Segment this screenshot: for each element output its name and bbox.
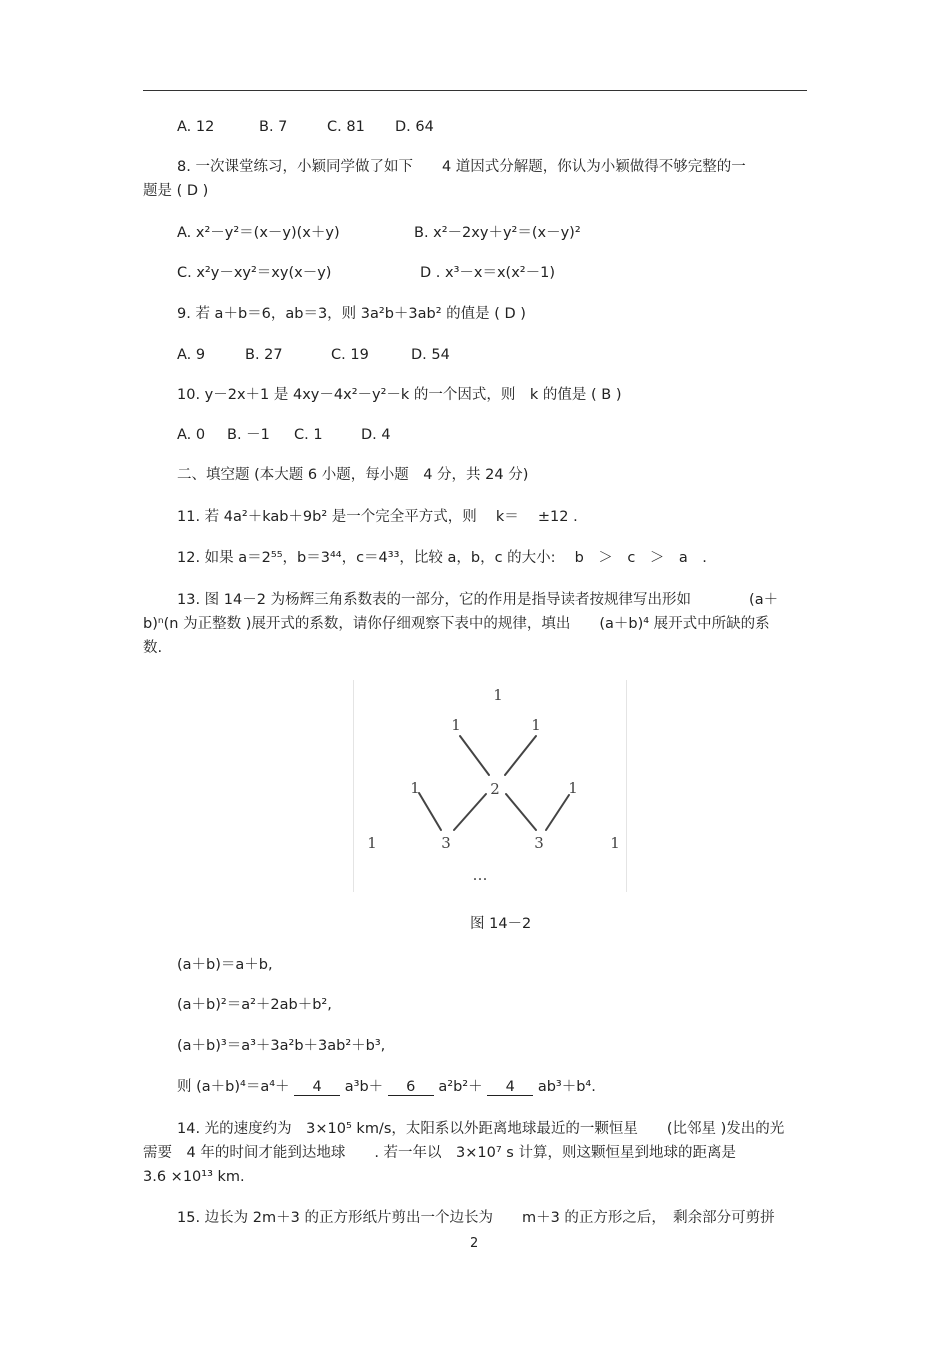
q9-option-b: B. 27 xyxy=(245,347,283,363)
q11: 11. 若 4a²＋kab＋9b² 是一个完全平方式，则 k＝ ±12 . xyxy=(177,509,578,525)
q13-answer-mid2: a²b²＋ xyxy=(438,1079,483,1095)
q8-option-b: B. x²－2xy＋y²＝(x－y)² xyxy=(414,225,581,241)
q13-answer-blank3: 4 xyxy=(487,1079,533,1096)
q9-option-c: C. 19 xyxy=(331,347,369,363)
q8-option-c: C. x²y－xy²＝xy(x－y) xyxy=(177,265,332,281)
header-rule xyxy=(143,90,807,91)
q9-options xyxy=(177,345,450,365)
q8-stem-line1: 8. 一次课堂练习，小颖同学做了如下 4 道因式分解题，你认为小颖做得不够完整的一 xyxy=(177,159,746,175)
q15: 15. 边长为 2m＋3 的正方形纸片剪出一个边长为 m＋3 的正方形之后， 剩余部分可剪拼 xyxy=(177,1210,775,1226)
q10-option-c: C. 1 xyxy=(294,427,323,443)
triangle-row1-num1: 1 xyxy=(493,686,503,704)
q7-options xyxy=(177,117,434,137)
q9-option-a: A. 9 xyxy=(177,347,206,363)
triangle-row3-num3: 1 xyxy=(568,779,578,797)
triangle-row2-num2: 1 xyxy=(531,716,541,734)
section-heading: 二、填空题 (本大题 6 小题，每小题 4 分，共 24 分) xyxy=(177,467,529,483)
q8-option-a: A. x²－y²＝(x－y)(x＋y) xyxy=(177,225,340,241)
q13-answer-prefix: 则 (a＋b)⁴＝a⁴＋ xyxy=(177,1079,290,1095)
triangle-row4-num1: 1 xyxy=(367,834,377,852)
q13-answer-blank2: 6 xyxy=(388,1079,434,1096)
expansion-3: (a＋b)³＝a³＋3a²b＋3ab²＋b³, xyxy=(177,1038,386,1054)
q13-line2: b)ⁿ(n 为正整数 )展开式的系数，请你仔细观察下表中的规律，填出 (a＋b)⁴ 展开式中所缺的系 xyxy=(143,616,770,632)
page-number: 2 xyxy=(470,1236,479,1251)
q10-option-d: D. 4 xyxy=(361,427,391,443)
q8-stem-line2: 题是 ( D ) xyxy=(143,183,209,199)
triangle-row3-num2: 2 xyxy=(490,780,500,798)
triangle-row4-num2: 3 xyxy=(441,834,451,852)
q9-option-d: D. 54 xyxy=(411,347,450,363)
q7-option-a: A. 12 xyxy=(177,119,215,135)
triangle-row4-num4: 1 xyxy=(610,834,620,852)
triangle-ellipsis: … xyxy=(472,866,488,884)
q13-answer-blank1: 4 xyxy=(294,1079,340,1096)
q13-answer-suffix: ab³＋b⁴. xyxy=(537,1079,596,1095)
q7-option-d: D. 64 xyxy=(395,119,434,135)
q10-option-b: B. －1 xyxy=(227,427,270,443)
triangle-row2-num1: 1 xyxy=(451,716,461,734)
q14-line3: 3.6 ×10¹³ km. xyxy=(143,1169,245,1185)
q10-option-a: A. 0 xyxy=(177,427,206,443)
q14-line2: 需要 4 年的时间才能到达地球 . 若一年以 3×10⁷ s 计算，则这颗恒星到地球的距离是 xyxy=(143,1145,736,1161)
q8-option-d: D . x³－x＝x(x²－1) xyxy=(420,265,555,281)
pascal-triangle-figure xyxy=(353,680,627,892)
q9-stem: 9. 若 a＋b＝6，ab＝3，则 3a²b＋3ab² 的值是 ( D ) xyxy=(177,306,526,322)
expansion-2: (a＋b)²＝a²＋2ab＋b², xyxy=(177,997,332,1013)
q13-line1: 13. 图 14－2 为杨辉三角系数表的一部分，它的作用是指导读者按规律写出形如 (a＋ xyxy=(177,592,779,608)
figure-caption: 图 14－2 xyxy=(470,916,532,932)
q7-option-b: B. 7 xyxy=(259,119,288,135)
q14-line1: 14. 光的速度约为 3×10⁵ km/s，太阳系以外距离地球最近的一颗恒星 (比邻星 )发出的光 xyxy=(177,1121,785,1137)
q13-answer-mid1: a³b＋ xyxy=(344,1079,384,1095)
q13-line3: 数. xyxy=(143,640,163,656)
q7-option-c: C. 81 xyxy=(327,119,365,135)
triangle-row4-num3: 3 xyxy=(534,834,544,852)
q13-answer-line xyxy=(177,1077,596,1097)
expansion-1: (a＋b)＝a＋b, xyxy=(177,957,273,973)
q12: 12. 如果 a＝2⁵⁵，b＝3⁴⁴，c＝4³³，比较 a，b，c 的大小: b ＞ c ＞ a . xyxy=(177,550,707,566)
q10-stem: 10. y－2x＋1 是 4xy－4x²－y²－k 的一个因式，则 k 的值是 ( B ) xyxy=(177,387,622,403)
q10-options xyxy=(177,425,391,445)
triangle-row3-num1: 1 xyxy=(410,779,420,797)
